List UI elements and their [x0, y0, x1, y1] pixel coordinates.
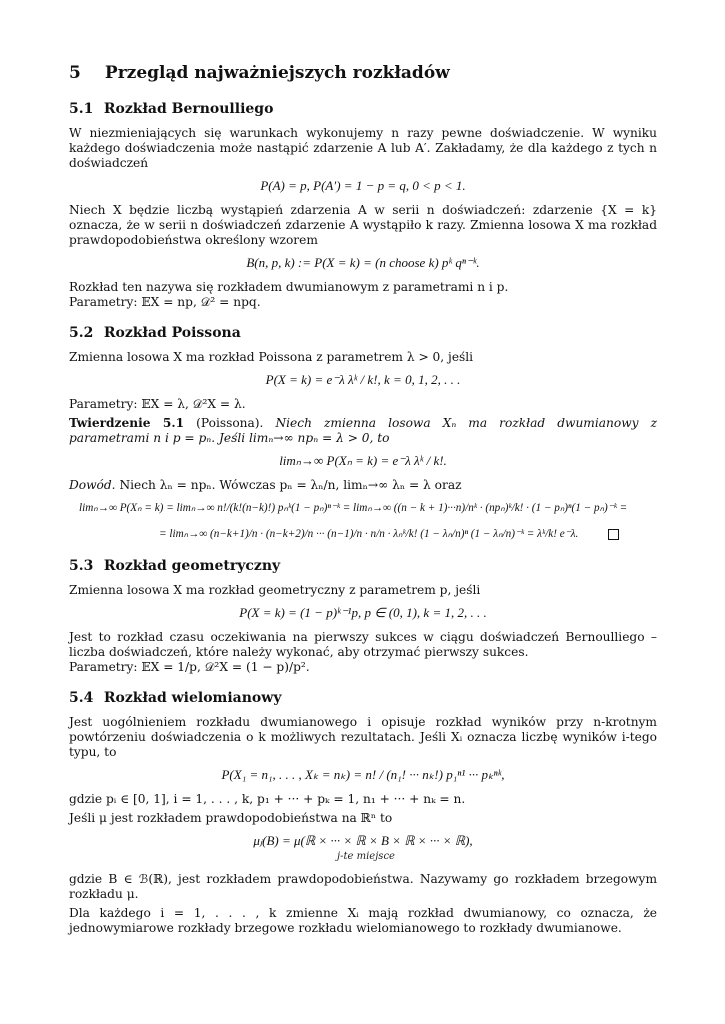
equation: = limₙ→∞ (n−k+1)/n · (n−k+2)/n ··· (n−1)/n · n/n · λₙᵏ/k! (1 − λₙ/n)ⁿ (1 − λₙ/n)⁻ᵏ = λᵏ/k! e⁻λ.	[159, 528, 579, 540]
paragraph: Jeśli μ jest rozkładem prawdopodobieństwa na ℝⁿ to	[69, 811, 393, 825]
section-number: 5.1	[69, 101, 94, 117]
proof	[69, 478, 657, 493]
equation: P(A) = p, P(A′) = 1 − p = q, 0 < p < 1.	[260, 178, 466, 193]
section-heading-multinomial	[69, 689, 657, 707]
paragraph: Rozkład ten nazywa się rozkładem dwumianowym z parametrami n i p.	[69, 280, 509, 294]
chapter-number: 5	[69, 63, 81, 83]
section-title: Rozkład Poissona	[103, 325, 241, 341]
theorem-label: Twierdzenie 5.1	[69, 416, 185, 430]
parameters-line: Parametry: 𝔼X = np, 𝒟² = npq.	[69, 295, 261, 309]
proof-label: Dowód.	[69, 478, 116, 492]
section-title: Rozkład geometryczny	[103, 558, 281, 574]
equation: P(X = k) = e⁻λ λᵏ / k!, k = 0, 1, 2, . . .	[265, 372, 461, 387]
section-heading-geometric	[69, 557, 657, 575]
proof-text: Niech λₙ = npₙ. Wówczas pₙ = λₙ/n, limₙ→∞ λₙ = λ oraz	[119, 478, 462, 492]
paragraph: Jest to rozkład czasu oczekiwania na pierwszy sukces w ciągu doświadczeń Bernoulliego – liczba doświadczeń, które należy wykonać, aby otrzymać pierwszy sukces.	[69, 630, 657, 659]
chapter-title	[69, 62, 657, 84]
equation: P(X = k) = (1 − p)ᵏ⁻¹p, p ∈ (0, 1), k = 1, 2, . . .	[239, 605, 487, 620]
section-heading-bernoulli	[69, 100, 657, 118]
qed-square-icon	[608, 529, 619, 540]
parameters-line: Parametry: 𝔼X = λ, 𝒟²X = λ.	[69, 397, 246, 411]
paragraph: Zmienna losowa X ma rozkład Poissona z parametrem λ > 0, jeśli	[69, 350, 474, 364]
theorem	[69, 416, 657, 446]
equation: B(n, p, k) := P(X = k) = (n choose k) pᵏ qⁿ⁻ᵏ.	[246, 255, 480, 270]
section-title: Rozkład wielomianowy	[103, 690, 282, 706]
equation: limₙ→∞ P(Xₙ = k) = limₙ→∞ n!/(k!(n−k)!) pₙᵏ(1 − pₙ)ⁿ⁻ᵏ = limₙ→∞ ((n − k + 1)···n)/nᵏ · (npₙ)ᵏ/k! · (1 − pₙ)ⁿ(1 − pₙ)⁻ᵏ =	[79, 502, 628, 514]
document-page	[69, 62, 657, 940]
chapter-title-text: Przegląd najważniejszych rozkładów	[104, 63, 450, 83]
paragraph: gdzie pᵢ ∈ [0, 1], i = 1, . . . , k, p₁ + ··· + pₖ = 1, n₁ + ··· + nₖ = n.	[69, 792, 466, 806]
paragraph: Niech X będzie liczbą wystąpień zdarzenia A w serii n doświadczeń: zdarzenie {X = k} oznacza, że w serii n doświadczeń zdarzenie A wystąpiło k razy. Zmienna losowa X ma rozkład prawdopodobieństwa określony wzorem	[69, 203, 657, 247]
paragraph: Dla każdego i = 1, . . . , k zmienne Xᵢ mają rozkład dwumianowy, co oznacza, że jednowymiarowe rozkłady brzegowe rozkładu wielomianowego to rozkłady dwumianowe.	[69, 906, 657, 935]
equation: P(X₁ = n₁, . . . , Xₖ = nₖ) = n! / (n₁! ··· nₖ!) p₁ⁿ¹ ··· pₖⁿᵏ,	[221, 767, 505, 782]
paragraph: Jest uogólnieniem rozkładu dwumianowego i opisuje rozkład wyników przy n-krotnym powtórzeniu doświadczenia o k możliwych rezultatach. Jeśli Xᵢ oznacza liczbę wyników i-tego typu, to	[69, 715, 657, 759]
theorem-name: (Poissona).	[196, 416, 264, 430]
section-number: 5.4	[69, 690, 94, 706]
parameters-line: Parametry: 𝔼X = 1/p, 𝒟²X = (1 − p)/p².	[69, 660, 310, 674]
equation-line	[159, 525, 657, 543]
paragraph: Zmienna losowa X ma rozkład geometryczny z parametrem p, jeśli	[69, 583, 481, 597]
section-heading-poisson	[69, 324, 657, 342]
section-number: 5.3	[69, 558, 94, 574]
equation-annotation	[69, 848, 657, 864]
equation: μⱼ(B) = μ(ℝ × ··· × ℝ × B × ℝ × ··· × ℝ),	[253, 833, 473, 848]
paragraph: W niezmieniających się warunkach wykonujemy n razy pewne doświadczenie. W wyniku każdego doświadczenia może nastąpić zdarzenie A lub A′. Zakładamy, że dla każdego z tych n doświadczeń	[69, 126, 657, 170]
theorem-text: Niech zmienna losowa Xₙ ma rozkład dwumianowy z parametrami n i p = pₙ. Jeśli limₙ→∞ npₙ = λ > 0, to	[69, 416, 657, 445]
section-number: 5.2	[69, 325, 94, 341]
underbrace-label: j-te miejsce	[337, 851, 395, 862]
equation: limₙ→∞ P(Xₙ = k) = e⁻λ λᵏ / k!.	[279, 453, 447, 468]
section-title: Rozkład Bernoulliego	[103, 101, 274, 117]
paragraph: gdzie B ∈ ℬ(ℝ), jest rozkładem prawdopodobieństwa. Nazywamy go rozkładem brzegowym rozkładu μ.	[69, 872, 657, 901]
